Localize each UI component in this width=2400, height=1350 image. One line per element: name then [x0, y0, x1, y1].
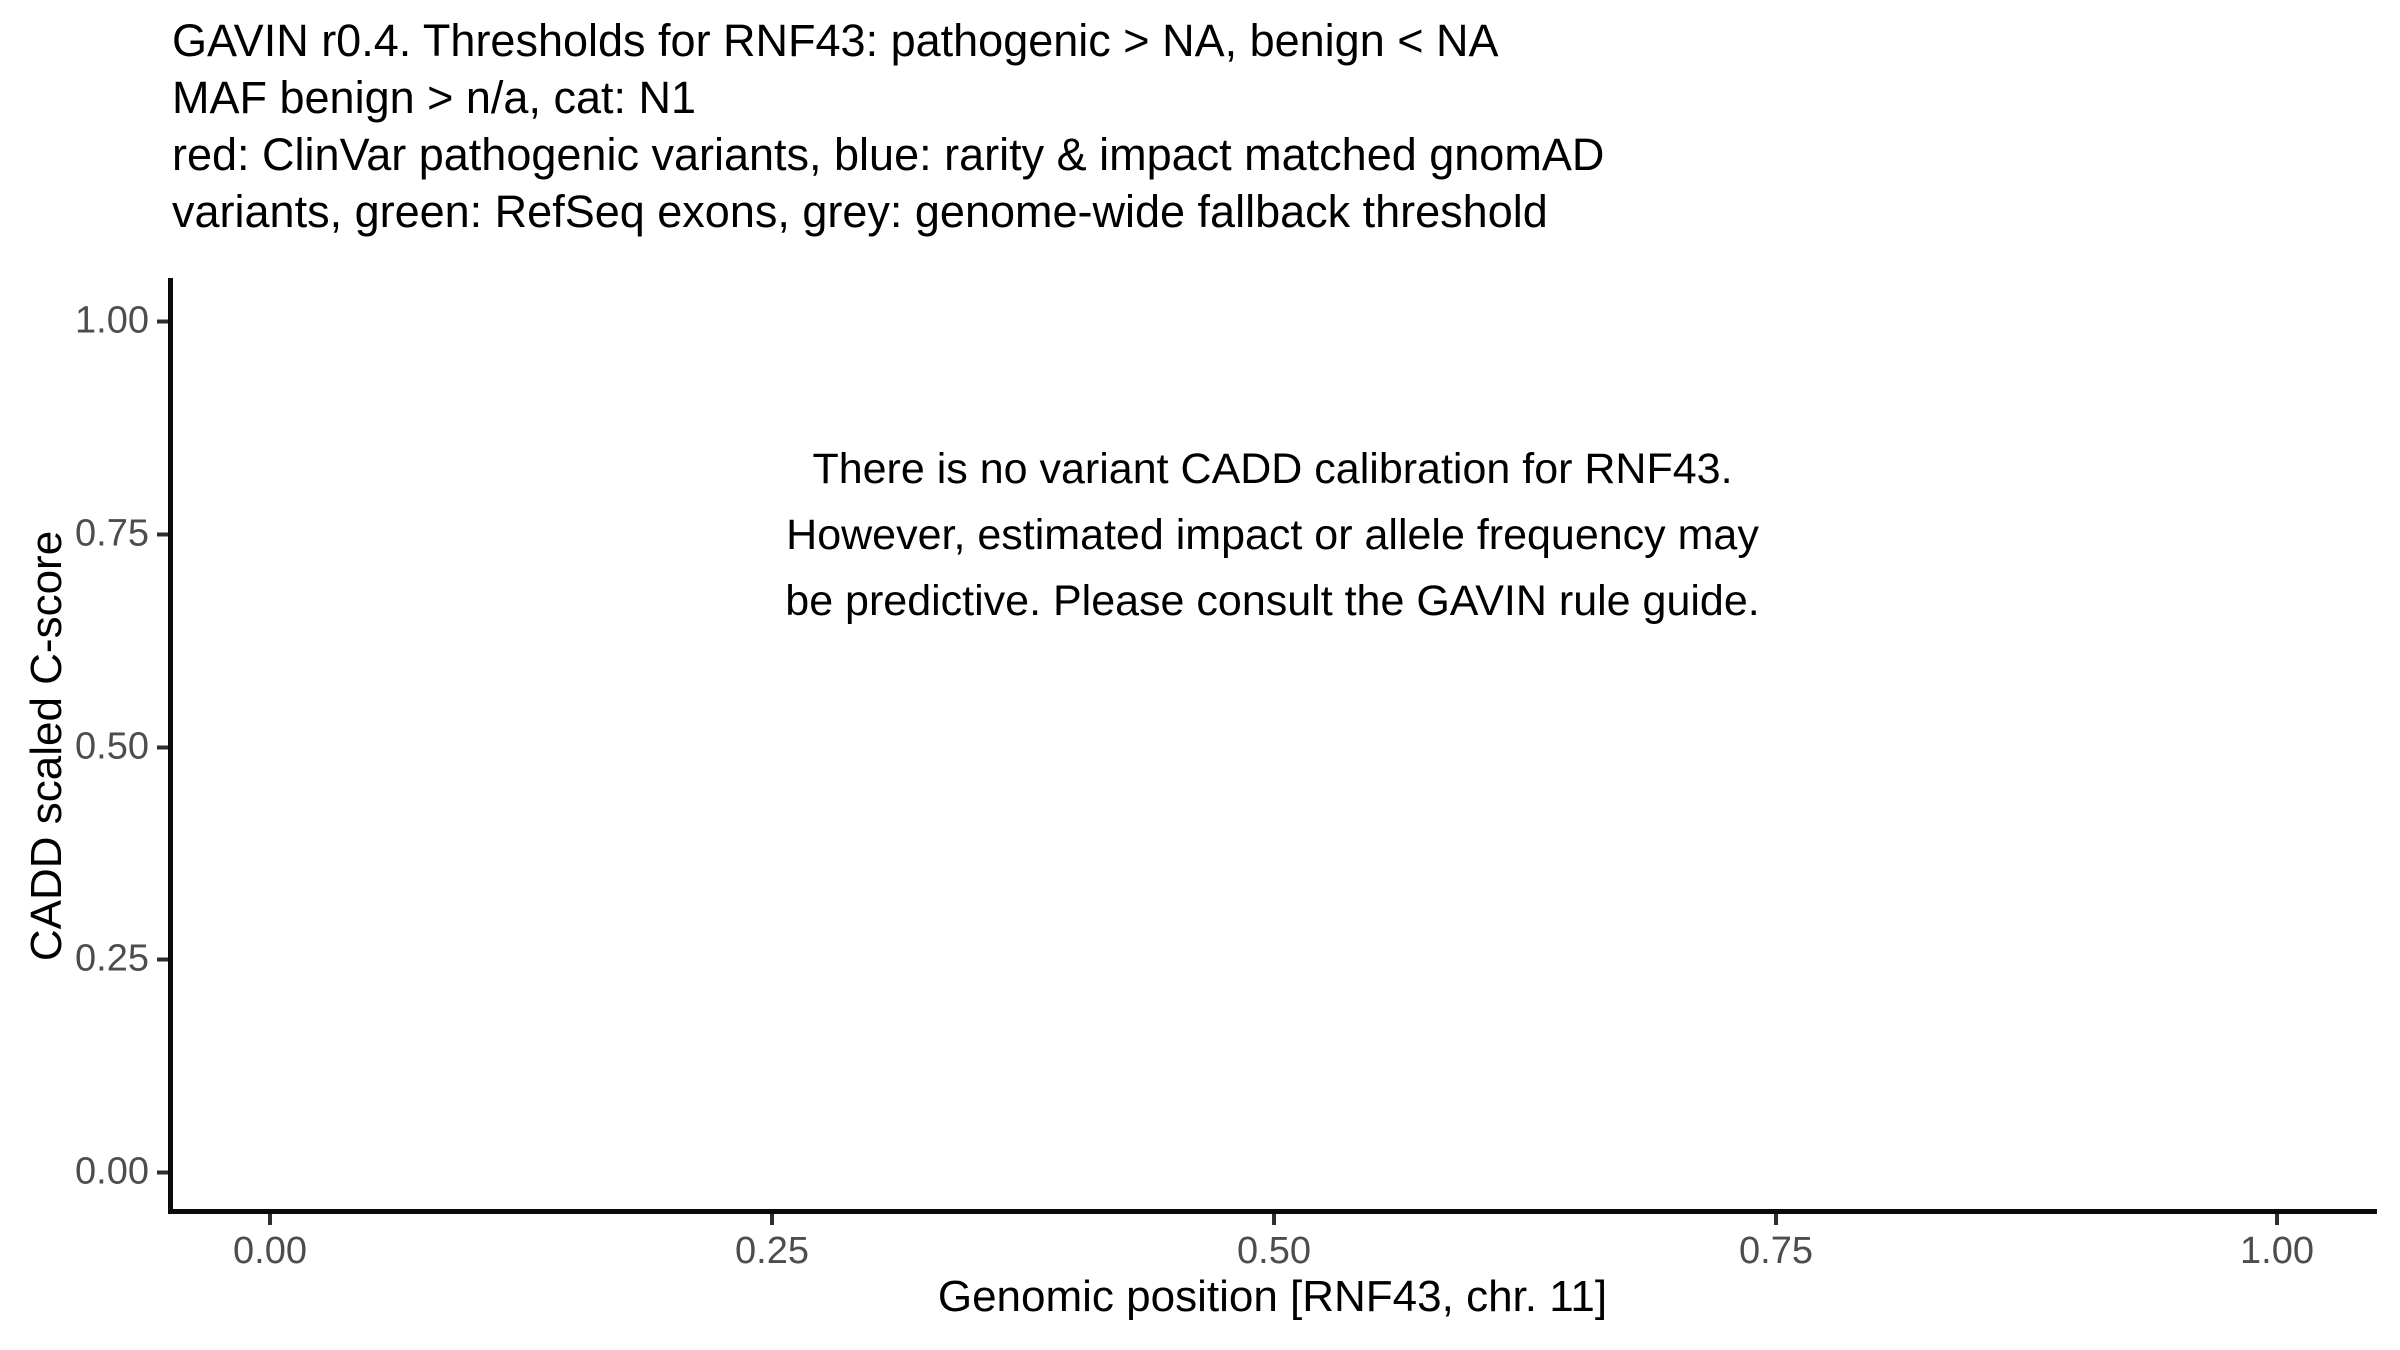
x-tick-0.50	[1237, 1214, 1311, 1273]
y-tick-0.25	[0, 938, 168, 981]
y-axis-title: CADD scaled C-score	[22, 530, 71, 962]
y-tick-label: 0.75	[75, 512, 149, 555]
y-tick-0.75	[0, 513, 168, 556]
y-tick-label: 1.00	[75, 299, 149, 342]
y-tick-0.00	[0, 1151, 168, 1194]
y-tick-label: 0.00	[75, 1150, 149, 1193]
plot-title-line-4: variants, green: RefSeq exons, grey: genome-wide fallback threshold	[172, 186, 1548, 237]
x-tick-mark	[1774, 1214, 1778, 1225]
x-tick-0.75	[1739, 1214, 1813, 1273]
x-tick-1.00	[2240, 1214, 2314, 1273]
y-tick-0.50	[0, 726, 168, 769]
x-tick-label: 0.50	[1237, 1230, 1311, 1272]
annotation-line-1: There is no variant CADD calibration for RNF43.	[812, 445, 1733, 493]
x-tick-label: 0.75	[1739, 1230, 1813, 1272]
y-tick-mark	[157, 319, 168, 323]
annotation-line-2: However, estimated impact or allele frequency may	[786, 511, 1759, 559]
no-calibration-annotation	[168, 436, 2377, 634]
plot-panel	[168, 278, 2377, 1214]
plot-title-line-3: red: ClinVar pathogenic variants, blue: rarity & impact matched gnomAD	[172, 129, 1605, 180]
y-tick-mark	[157, 1170, 168, 1174]
x-tick-label: 1.00	[2240, 1230, 2314, 1272]
annotation-line-3: be predictive. Please consult the GAVIN rule guide.	[785, 577, 1760, 625]
x-tick-label: 0.00	[233, 1230, 307, 1272]
y-tick-label: 0.50	[75, 725, 149, 768]
x-tick-mark	[1272, 1214, 1276, 1225]
y-tick-1.00	[0, 300, 168, 343]
y-tick-mark	[157, 957, 168, 961]
x-tick-mark	[2275, 1214, 2279, 1225]
y-tick-label: 0.25	[75, 937, 149, 980]
plot-title	[172, 12, 1604, 240]
plot-title-line-1: GAVIN r0.4. Thresholds for RNF43: pathogenic > NA, benign < NA	[172, 15, 1499, 66]
plot-title-line-2: MAF benign > n/a, cat: N1	[172, 72, 697, 123]
x-tick-label: 0.25	[735, 1230, 809, 1272]
x-tick-0.00	[233, 1214, 307, 1273]
x-tick-mark	[770, 1214, 774, 1225]
x-tick-mark	[268, 1214, 272, 1225]
x-tick-0.25	[735, 1214, 809, 1273]
y-tick-mark	[157, 532, 168, 536]
x-axis-title: Genomic position [RNF43, chr. 11]	[937, 1272, 1608, 1321]
y-tick-mark	[157, 745, 168, 749]
